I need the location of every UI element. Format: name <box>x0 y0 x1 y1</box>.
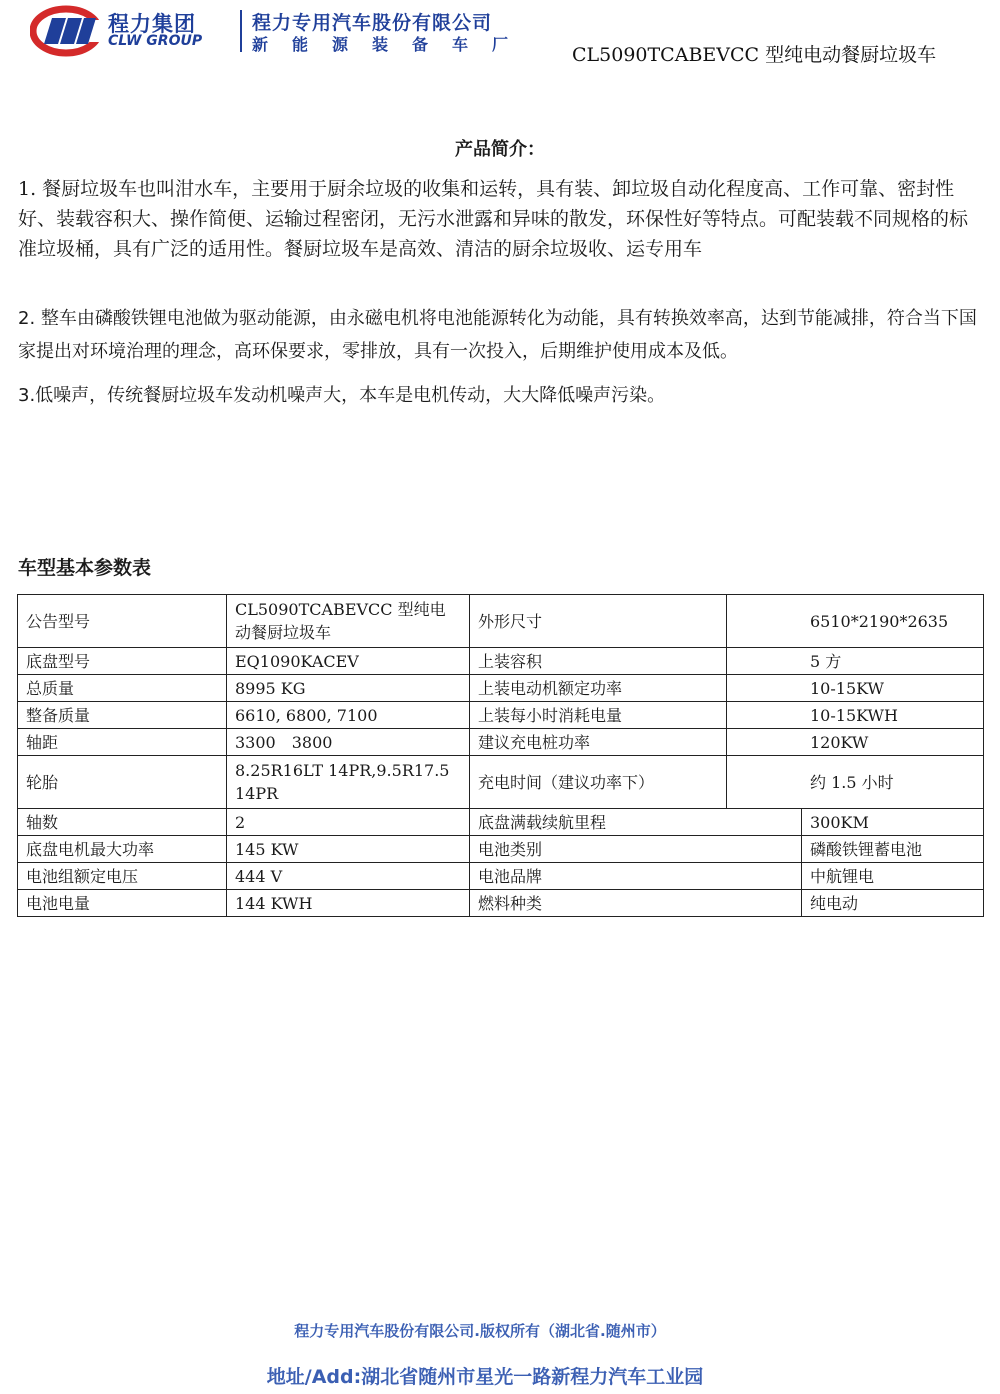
table-row <box>18 675 984 702</box>
table-row <box>18 836 984 863</box>
intro-paragraph-2: 2. 整车由磷酸铁锂电池做为驱动能源，由永磁电机将电池能源转化为动能，具有转换效率高，达到节能减排，符合当下国家提出对环境治理的理念，高环保要求，零排放，具有一次投入，后期维护使用成本及低。 <box>18 308 977 362</box>
page-header <box>0 0 1000 80</box>
table-cell: 电池类别 <box>470 836 802 863</box>
table-cell: 公告型号 <box>18 595 227 648</box>
table-cell: 5 方 <box>727 648 984 675</box>
table-cell: 8995 KG <box>227 675 470 702</box>
company-name: 程力专用汽车股份有限公司 <box>252 12 493 34</box>
brand-name-en: CLW GROUP <box>108 33 203 49</box>
table-row <box>18 702 984 729</box>
brand-name-cn: 程力集团 <box>108 12 196 36</box>
spec-table <box>17 594 984 917</box>
table-cell: 10-15KW <box>727 675 984 702</box>
table-cell: 300KM <box>802 809 984 836</box>
document-title: CL5090TCABEVCC 型纯电动餐厨垃圾车 <box>572 44 937 66</box>
table-cell: CL5090TCABEVCC 型纯电动餐厨垃圾车 <box>227 595 470 648</box>
clw-logo-icon <box>30 4 106 60</box>
table-cell: 建议充电桩功率 <box>470 729 727 756</box>
table-row <box>18 648 984 675</box>
company-subtitle: 新能源装备车厂 <box>252 35 533 54</box>
table-cell: 10-15KWH <box>727 702 984 729</box>
table-cell: EQ1090KACEV <box>227 648 470 675</box>
table-cell: 底盘电机最大功率 <box>18 836 227 863</box>
table-row <box>18 595 984 648</box>
table-cell: 144 KWH <box>227 890 470 917</box>
intro-paragraph-3: 3.低噪声，传统餐厨垃圾车发动机噪声大，本车是电机传动，大大降低噪声污染。 <box>18 385 666 406</box>
table-row <box>18 729 984 756</box>
table-cell: 轴数 <box>18 809 227 836</box>
table-cell: 444 V <box>227 863 470 890</box>
intro-heading: 产品简介： <box>455 139 545 160</box>
table-cell: 8.25R16LT 14PR,9.5R17.5 14PR <box>227 756 470 809</box>
intro-paragraph-1: 1. 餐厨垃圾车也叫泔水车，主要用于厨余垃圾的收集和运转，具有装、卸垃圾自动化程度高、工作可靠、密封性好、装载容积大、操作简便、运输过程密闭，无污水泄露和异味的散发，环保性好等特点。可配装载不同规格的标准垃圾桶，具有广泛的适用性。餐厨垃圾车是高效、清洁的厨余垃圾收、运专用车 <box>18 178 969 260</box>
table-cell: 电池电量 <box>18 890 227 917</box>
table-cell: 纯电动 <box>802 890 984 917</box>
table-cell: 充电时间（建议功率下） <box>470 756 727 809</box>
table-cell: 总质量 <box>18 675 227 702</box>
footer-copyright: 程力专用汽车股份有限公司.版权所有（湖北省.随州市） <box>294 1322 666 1340</box>
table-cell: 外形尺寸 <box>470 595 727 648</box>
table-cell: 中航锂电 <box>802 863 984 890</box>
table-cell: 上装电动机额定功率 <box>470 675 727 702</box>
table-cell: 电池组额定电压 <box>18 863 227 890</box>
table-row <box>18 809 984 836</box>
header-divider <box>240 10 242 52</box>
table-cell: 底盘满载续航里程 <box>470 809 802 836</box>
table-cell: 约 1.5 小时 <box>727 756 984 809</box>
table-cell: 上装每小时消耗电量 <box>470 702 727 729</box>
table-cell: 磷酸铁锂蓄电池 <box>802 836 984 863</box>
table-cell: 燃料种类 <box>470 890 802 917</box>
table-cell: 145 KW <box>227 836 470 863</box>
table-cell: 3300 3800 <box>227 729 470 756</box>
table-cell: 6510*2190*2635 <box>727 595 984 648</box>
table-cell: 底盘型号 <box>18 648 227 675</box>
spec-table-title: 车型基本参数表 <box>18 557 152 579</box>
table-cell: 轮胎 <box>18 756 227 809</box>
table-row <box>18 890 984 917</box>
table-cell: 电池品牌 <box>470 863 802 890</box>
table-row <box>18 756 984 809</box>
table-cell: 上装容积 <box>470 648 727 675</box>
table-row <box>18 863 984 890</box>
table-cell: 2 <box>227 809 470 836</box>
table-cell: 120KW <box>727 729 984 756</box>
table-cell: 6610, 6800, 7100 <box>227 702 470 729</box>
table-cell: 轴距 <box>18 729 227 756</box>
table-cell: 整备质量 <box>18 702 227 729</box>
footer-address: 地址/Add:湖北省随州市星光一路新程力汽车工业园 <box>266 1366 704 1388</box>
